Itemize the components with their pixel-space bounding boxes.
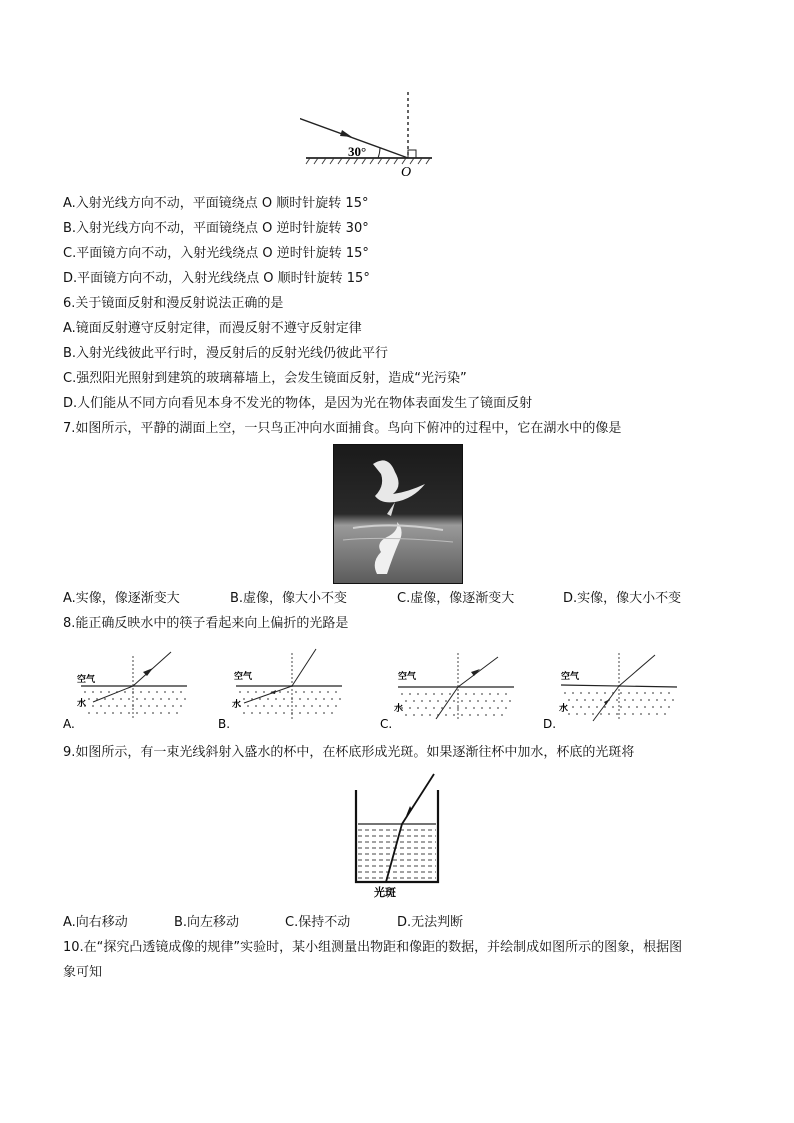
q10-stem-line1: 10.在“探究凸透镜成像的规律”实验时，某小组测量出物距和像距的数据，并绘制成如图所示的图象，根据图 bbox=[63, 940, 683, 955]
refraction-panel-d bbox=[543, 645, 683, 730]
q9-stem: 9.如图所示，有一束光线斜射入盛水的杯中，在杯底形成光斑。如果逐渐往杯中加水，杯底的光斑将 bbox=[63, 745, 635, 760]
q5-option-c: C.平面镜方向不动，入射光线绕点 O 逆时针旋转 15° bbox=[63, 246, 369, 261]
q8-stem: 8.能正确反映水中的筷子看起来向上偏折的光路是 bbox=[63, 616, 349, 631]
bird-reflection-photo bbox=[333, 444, 463, 584]
panel-letter-d: D. bbox=[543, 717, 557, 730]
refraction-panel-c bbox=[380, 645, 520, 730]
panel-letter-c: C. bbox=[380, 717, 393, 730]
refraction-panel-b bbox=[218, 645, 348, 730]
q6-option-a: A.镜面反射遵守反射定律，而漫反射不遵守反射定律 bbox=[63, 321, 362, 336]
q6-option-c: C.强烈阳光照射到建筑的玻璃幕墙上，会发生镜面反射，造成“光污染” bbox=[63, 371, 467, 386]
q6-option-d: D.人们能从不同方向看见本身不发光的物体，是因为光在物体表面发生了镜面反射 bbox=[63, 396, 533, 411]
q10-stem-line2: 象可知 bbox=[63, 965, 103, 980]
point-o-label: O bbox=[401, 165, 412, 180]
q7-option-a: A.实像，像逐渐变大 bbox=[63, 591, 180, 606]
refraction-panel-a bbox=[63, 648, 193, 730]
q7-stem: 7.如图所示，平静的湖面上空，一只鸟正冲向水面捕食。鸟向下俯冲的过程中，它在湖水中的像是 bbox=[63, 421, 622, 436]
panel-letter-a: A. bbox=[63, 717, 75, 730]
q6-stem: 6.关于镜面反射和漫反射说法正确的是 bbox=[63, 296, 284, 311]
q7-option-c: C.虚像，像逐渐变大 bbox=[397, 591, 515, 606]
water-label: 水 bbox=[394, 704, 404, 714]
q9-option-c: C.保持不动 bbox=[285, 915, 351, 930]
q7-option-b: B.虚像，像大小不变 bbox=[230, 591, 348, 606]
q9-option-d: D.无法判断 bbox=[397, 915, 464, 930]
water-label: 水 bbox=[77, 699, 87, 709]
water-label: 水 bbox=[232, 700, 242, 710]
q5-option-b: B.入射光线方向不动，平面镜绕点 O 逆时针旋转 30° bbox=[63, 221, 369, 236]
q9-option-a: A.向右移动 bbox=[63, 915, 128, 930]
q9-option-b: B.向左移动 bbox=[174, 915, 240, 930]
air-label: 空气 bbox=[398, 672, 417, 682]
angle-label: 30° bbox=[348, 144, 367, 159]
cup-light-figure bbox=[350, 772, 450, 902]
air-label: 空气 bbox=[77, 675, 96, 685]
q5-option-d: D.平面镜方向不动，入射光线绕点 O 顺时针旋转 15° bbox=[63, 271, 370, 286]
water-label: 水 bbox=[559, 704, 569, 714]
spot-label: 光斑 bbox=[374, 886, 396, 899]
mirror-reflection-figure bbox=[300, 90, 440, 180]
q6-option-b: B.入射光线彼此平行时，漫反射后的反射光线仍彼此平行 bbox=[63, 346, 389, 361]
air-label: 空气 bbox=[234, 672, 253, 682]
panel-letter-b: B. bbox=[218, 717, 231, 730]
q7-option-d: D.实像，像大小不变 bbox=[563, 591, 682, 606]
q5-option-a: A.入射光线方向不动，平面镜绕点 O 顺时针旋转 15° bbox=[63, 196, 369, 211]
air-label: 空气 bbox=[561, 672, 580, 682]
